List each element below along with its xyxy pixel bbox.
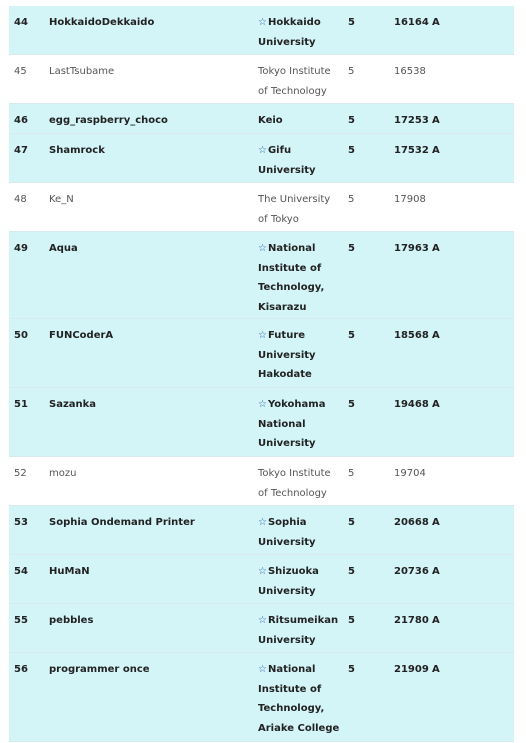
qualifier-mark-cell: A	[432, 330, 440, 341]
school-name: Sophia University	[258, 517, 316, 548]
star-icon: ☆	[258, 145, 267, 156]
school-name: The University of Tokyo	[258, 194, 331, 225]
penalty-time-cell: 17908	[394, 194, 426, 205]
penalty-time-cell: 16538	[394, 66, 426, 77]
qualifier-mark-cell: A	[432, 664, 440, 675]
star-icon: ☆	[258, 566, 267, 577]
team-name-cell: mozu	[49, 468, 77, 479]
school-cell	[258, 562, 342, 601]
team-name-cell: Aqua	[49, 243, 78, 254]
qualifier-mark-cell: A	[432, 115, 440, 126]
school-cell	[258, 141, 342, 180]
team-name-cell: programmer once	[49, 664, 150, 675]
table-row	[9, 555, 514, 604]
rank-cell: 51	[14, 399, 28, 410]
solved-count-cell: 5	[348, 66, 355, 77]
penalty-time-cell: 17963	[394, 243, 429, 254]
school-cell	[258, 513, 342, 552]
school-name: Gifu University	[258, 145, 316, 176]
table-row	[9, 457, 514, 506]
school-cell	[258, 13, 342, 52]
penalty-time-cell: 16164	[394, 17, 429, 28]
school-name: Tokyo Institute of Technology	[258, 66, 331, 97]
solved-count-cell: 5	[348, 145, 355, 156]
penalty-time-cell: 19704	[394, 468, 426, 479]
school-cell	[258, 326, 342, 385]
school-name: Keio	[258, 115, 283, 126]
team-name-cell: Ke_N	[49, 194, 74, 205]
table-row	[9, 55, 514, 104]
solved-count-cell: 5	[348, 243, 355, 254]
table-row	[9, 388, 514, 457]
table-row	[9, 183, 514, 232]
rank-cell: 48	[14, 194, 27, 205]
qualifier-mark-cell: A	[432, 566, 440, 577]
penalty-time-cell: 17253	[394, 115, 429, 126]
rank-cell: 54	[14, 566, 28, 577]
solved-count-cell: 5	[348, 194, 355, 205]
star-icon: ☆	[258, 615, 267, 626]
rank-cell: 55	[14, 615, 28, 626]
table-row	[9, 134, 514, 183]
table-row	[9, 506, 514, 555]
solved-count-cell: 5	[348, 615, 355, 626]
solved-count-cell: 5	[348, 115, 355, 126]
penalty-time-cell: 19468	[394, 399, 429, 410]
qualifier-mark-cell: A	[432, 615, 440, 626]
school-name: Tokyo Institute of Technology	[258, 468, 331, 499]
solved-count-cell: 5	[348, 517, 355, 528]
rank-cell: 53	[14, 517, 28, 528]
team-name-cell: LastTsubame	[49, 66, 115, 77]
qualifier-mark-cell: A	[432, 399, 440, 410]
team-name-cell: HokkaidoDekkaido	[49, 17, 155, 28]
star-icon: ☆	[258, 17, 267, 28]
table-row	[9, 6, 514, 55]
solved-count-cell: 5	[348, 330, 355, 341]
solved-count-cell: 5	[348, 468, 355, 479]
solved-count-cell: 5	[348, 399, 355, 410]
school-cell	[258, 660, 342, 738]
rank-cell: 45	[14, 66, 27, 77]
rank-cell: 46	[14, 115, 28, 126]
table-row	[9, 319, 514, 388]
penalty-time-cell: 21780	[394, 615, 429, 626]
star-icon: ☆	[258, 243, 267, 254]
team-name-cell: HuMaN	[49, 566, 90, 577]
team-name-cell: FUNCoderA	[49, 330, 114, 341]
school-name: National Institute of Technology, Kisarazu	[258, 243, 325, 313]
penalty-time-cell: 20668	[394, 517, 429, 528]
table-row	[9, 604, 514, 653]
table-row	[9, 232, 514, 319]
school-cell	[258, 62, 342, 101]
team-name-cell: egg_raspberry_choco	[49, 115, 168, 126]
team-name-cell: Sophia Ondemand Printer	[49, 517, 195, 528]
table-row	[9, 104, 514, 134]
school-name: Future University Hakodate	[258, 330, 316, 380]
school-cell	[258, 464, 342, 503]
team-name-cell: Shamrock	[49, 145, 105, 156]
table-row	[9, 653, 514, 742]
qualifier-mark-cell: A	[432, 145, 440, 156]
star-icon: ☆	[258, 399, 267, 410]
solved-count-cell: 5	[348, 17, 355, 28]
rank-cell: 49	[14, 243, 28, 254]
school-cell	[258, 611, 342, 650]
rank-cell: 56	[14, 664, 28, 675]
penalty-time-cell: 21909	[394, 664, 429, 675]
school-name: Hokkaido University	[258, 17, 321, 48]
penalty-time-cell: 20736	[394, 566, 429, 577]
team-name-cell: Sazanka	[49, 399, 97, 410]
team-name-cell: pebbles	[49, 615, 94, 626]
rank-cell: 47	[14, 145, 28, 156]
rank-cell: 52	[14, 468, 27, 479]
star-icon: ☆	[258, 330, 267, 341]
school-name: Yokohama National University	[258, 399, 326, 449]
ranking-table	[9, 6, 514, 742]
rank-cell: 44	[14, 17, 28, 28]
qualifier-mark-cell: A	[432, 517, 440, 528]
school-name: Ritsumeikan University	[258, 615, 339, 646]
qualifier-mark-cell: A	[432, 17, 440, 28]
solved-count-cell: 5	[348, 664, 355, 675]
star-icon: ☆	[258, 517, 267, 528]
school-name: Shizuoka University	[258, 566, 319, 597]
school-name: National Institute of Technology, Ariake College	[258, 664, 340, 734]
rank-cell: 50	[14, 330, 28, 341]
school-cell	[258, 395, 342, 454]
penalty-time-cell: 17532	[394, 145, 429, 156]
solved-count-cell: 5	[348, 566, 355, 577]
qualifier-mark-cell: A	[432, 243, 440, 254]
penalty-time-cell: 18568	[394, 330, 429, 341]
school-cell	[258, 190, 342, 229]
star-icon: ☆	[258, 664, 267, 675]
